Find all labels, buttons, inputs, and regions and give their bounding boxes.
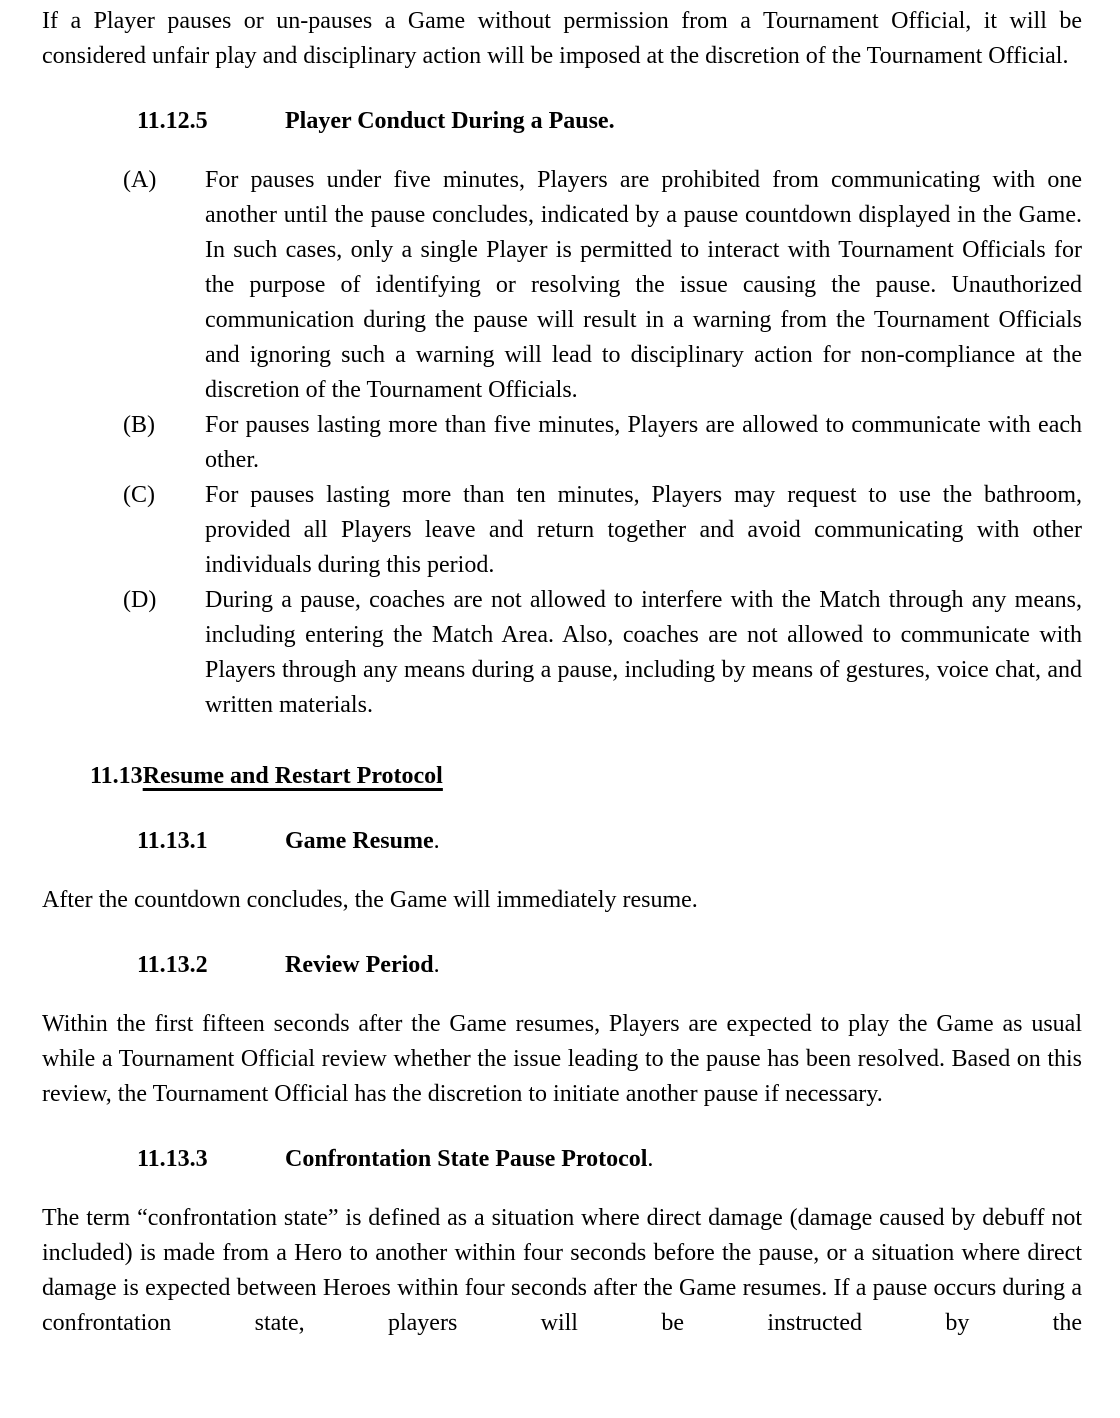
list-item-text: For pauses under five minutes, Players are prohibited from communicating with one another until the pause concludes, indicated by a pause countdown displayed in the Game. In such cases, only a single Player is permitted to interact with Tournament Officials for the purpose of identifying or resolving the issue causing the pause. Unauthorized communication during the pause will result in a warning from the Tournament Officials and ignoring such a warning will lead to disciplinary action for non-compliance at the discretion of the Tournament Officials. [205,167,1082,403]
list-item-b [42,408,1082,478]
confrontation-paragraph: The term “confrontation state” is defined as a situation where direct damage (damage caused by debuff not included) is made from a Hero to another within four seconds before the pause, or a situation where direct damage is expected between Heroes within four seconds after the Game resumes. If a pause occurs during a confrontation state, players will be instructed by the [42,1205,1082,1336]
heading-number: 11.13 [90,763,143,789]
list-item-text: For pauses lasting more than five minutes, Players are allowed to communicate with each other. [205,412,1082,473]
heading-number: 11.13.2 [137,952,208,978]
list-item-label: (B) [123,412,155,438]
conduct-list [42,163,1082,723]
list-item-text: For pauses lasting more than ten minutes, Players may request to use the bathroom, provided all Players leave and return together and avoid communicating with other individuals during this period. [205,482,1082,578]
list-item-d [42,583,1082,723]
heading-title: Game Resume [285,828,434,854]
list-item-text: During a pause, coaches are not allowed to interfere with the Match through any means, including entering the Match Area. Also, coaches are not allowed to communicate with Players through any means during a pause, including by means of gestures, voice chat, and written materials. [205,587,1082,718]
heading-title: Player Conduct During a Pause. [285,108,615,134]
heading-number: 11.12.5 [137,108,208,134]
heading-title: Resume and Restart Protocol [142,763,443,789]
game-resume-paragraph: After the countdown concludes, the Game will immediately resume. [42,887,698,913]
heading-suffix: . [433,952,440,978]
list-item-label: (C) [123,482,155,508]
heading-suffix: . [433,828,440,854]
section-heading-11-13 [90,759,1082,794]
heading-number: 11.13.1 [137,828,208,854]
intro-paragraph: If a Player pauses or un-pauses a Game without permission from a Tournament Official, it will be considered unfair play and disciplinary action will be imposed at the discretion of the Tournament Official. [42,8,1082,69]
section-heading-11-13-3 [137,1142,1082,1177]
section-heading-11-13-1 [137,824,1082,859]
list-item-label: (A) [123,167,157,193]
heading-title: Review Period [285,952,434,978]
heading-suffix: . [647,1146,654,1172]
list-item-a [42,163,1082,408]
heading-title: Confrontation State Pause Protocol [285,1146,648,1172]
list-item-c [42,478,1082,583]
heading-number: 11.13.3 [137,1146,208,1172]
section-heading-11-13-2 [137,948,1082,983]
list-item-label: (D) [123,587,157,613]
section-heading-11-12-5 [137,104,1082,139]
review-period-paragraph: Within the first fifteen seconds after the Game resumes, Players are expected to play the Game as usual while a Tournament Official review whether the issue leading to the pause has been resolved. Based on this review, the Tournament Official has the discretion to initiate another pause if necessary. [42,1011,1082,1107]
